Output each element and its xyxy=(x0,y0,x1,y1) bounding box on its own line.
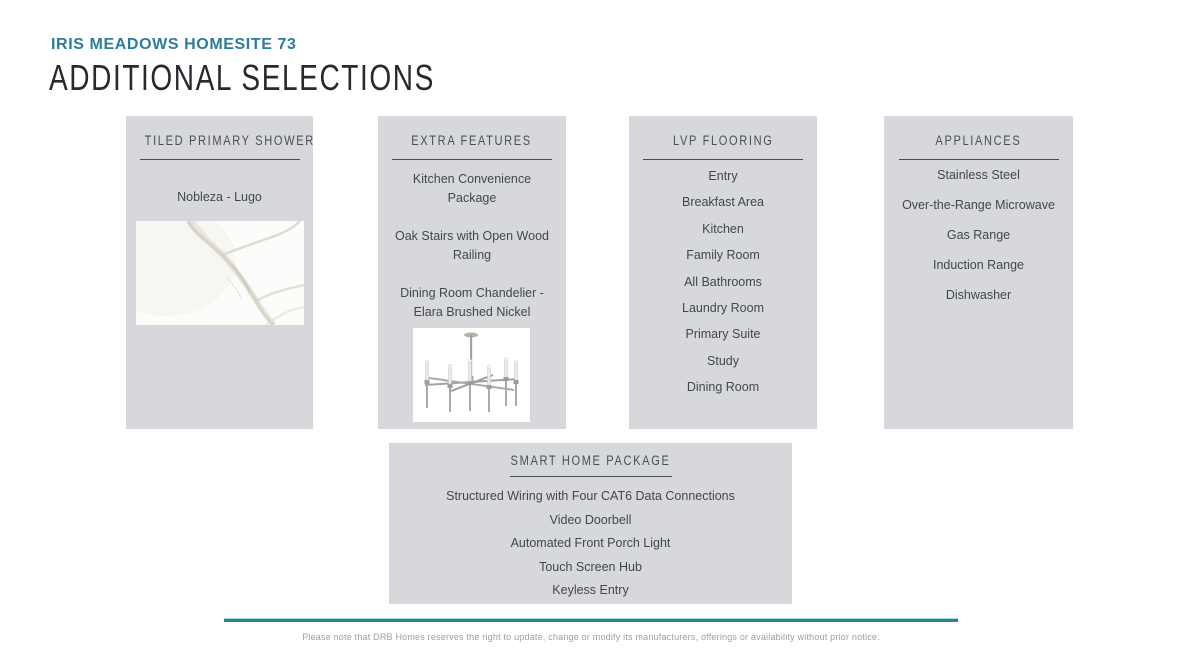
list-item: Family Room xyxy=(686,248,760,263)
disclaimer-text: Please note that DRB Homes reserves the right to update, change or modify its manufacturers, offerings or availability without prior notice. xyxy=(302,632,880,642)
list-item: Dining Room Chandelier - Elara Brushed Nickel xyxy=(400,286,544,319)
panel-heading: APPLIANCES xyxy=(935,133,1022,148)
heading-underline xyxy=(140,159,300,160)
appliance-list xyxy=(884,160,1073,310)
panel-lvp-flooring xyxy=(629,116,817,429)
list-item: Kitchen xyxy=(702,221,744,236)
lvp-room-list xyxy=(629,163,817,401)
list-item: Automated Front Porch Light xyxy=(510,536,671,550)
page-title: ADDITIONAL SELECTIONS xyxy=(49,57,435,98)
footer-divider-line xyxy=(224,618,958,622)
panel-smart-home-package xyxy=(389,443,792,604)
list-item: Dining Room xyxy=(686,380,760,395)
extra-features-list xyxy=(387,170,557,341)
chandelier-image xyxy=(413,328,530,422)
list-item: Structured Wiring with Four CAT6 Data Connections xyxy=(446,489,735,503)
list-item: Study xyxy=(707,353,739,368)
heading-underline xyxy=(392,159,552,160)
marble-tile-image xyxy=(136,221,304,325)
list-item: Laundry Room xyxy=(682,301,764,316)
list-item: Video Doorbell xyxy=(549,512,632,527)
list-item: Entry xyxy=(708,169,738,183)
list-item: Dishwasher xyxy=(945,288,1012,302)
smart-home-list xyxy=(389,485,792,603)
list-item: Primary Suite xyxy=(685,327,761,342)
panel-appliances xyxy=(884,116,1073,429)
panel-heading: TILED PRIMARY SHOWER xyxy=(144,133,315,148)
list-item: Stainless Steel xyxy=(937,168,1020,182)
panel-heading: SMART HOME PACKAGE xyxy=(510,453,671,468)
list-item: Over-the-Range Microwave xyxy=(902,198,1055,212)
list-item: Kitchen Convenience Package xyxy=(412,172,532,205)
list-item: Oak Stairs with Open Wood Railing xyxy=(394,229,549,262)
panel-heading: EXTRA FEATURES xyxy=(411,133,533,148)
list-item: All Bathrooms xyxy=(684,274,762,289)
community-homesite-label: IRIS MEADOWS HOMESITE 73 xyxy=(51,36,297,53)
panel-heading: LVP FLOORING xyxy=(672,133,774,148)
list-item: Breakfast Area xyxy=(682,195,764,210)
heading-underline xyxy=(643,159,803,160)
heading-underline xyxy=(510,476,672,477)
panel-tiled-primary-shower xyxy=(126,116,313,429)
tile-selection-name: Nobleza - Lugo xyxy=(177,190,262,204)
panel-extra-features xyxy=(378,116,566,429)
list-item: Touch Screen Hub xyxy=(539,559,642,574)
list-item: Induction Range xyxy=(932,258,1025,272)
list-item: Gas Range xyxy=(946,228,1011,242)
list-item: Keyless Entry xyxy=(552,583,629,597)
